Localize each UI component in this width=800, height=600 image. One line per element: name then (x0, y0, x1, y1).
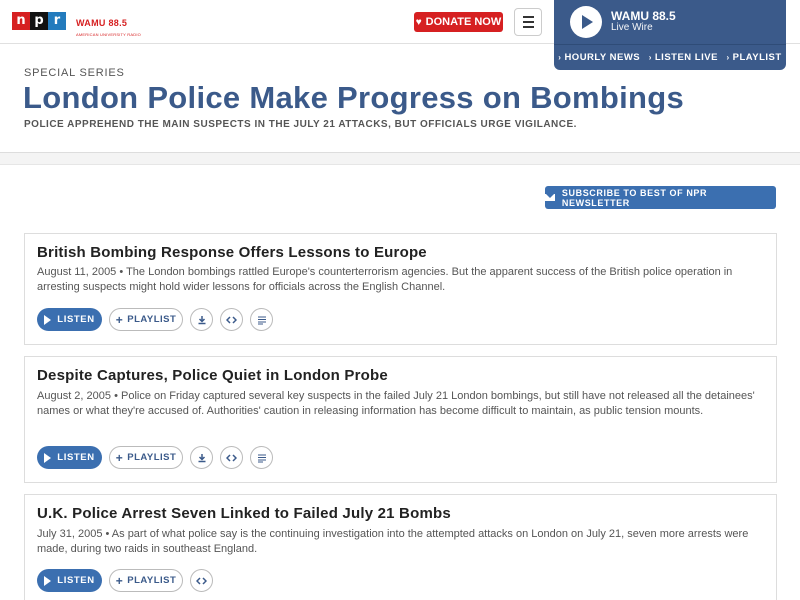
series-kicker[interactable]: SPECIAL SERIES (24, 67, 125, 79)
hourly-news-label: HOURLY NEWS (564, 52, 641, 63)
play-icon (44, 315, 51, 325)
plus-icon: + (115, 312, 124, 327)
npr-logo-p: p (30, 12, 48, 30)
transcript-icon (257, 315, 267, 325)
chevron-right-icon: › (558, 53, 562, 62)
embed-button[interactable] (220, 446, 243, 469)
play-icon (44, 453, 51, 463)
npr-logo-r: r (48, 12, 66, 30)
story-card (24, 233, 777, 345)
story-teaser: August 2, 2005 • Police on Friday captured several key suspects in the failed July 21 London bombings, but still have not released all the detainees' names or what they're accused of. Authorities' caution in releasing information has become difficult to maintain, as public tension mounts. (37, 390, 755, 417)
transcript-button[interactable] (250, 308, 273, 331)
page-subtitle: POLICE APPREHEND THE MAIN SUSPECTS IN THE JULY 21 ATTACKS, BUT OFFICIALS URGE VIGILANCE. (24, 119, 577, 130)
add-to-playlist-button[interactable] (109, 308, 183, 331)
heart-icon: ♥ (415, 16, 422, 28)
listen-label: LISTEN (57, 314, 95, 325)
station-logo-name: WAMU 88.5 (76, 18, 128, 28)
play-icon (44, 576, 51, 586)
story-card (24, 494, 777, 600)
playlist-link[interactable] (726, 52, 781, 63)
embed-icon (196, 576, 207, 586)
playlist-link-label: PLAYLIST (732, 52, 782, 63)
subscribe-newsletter-button[interactable] (545, 186, 776, 209)
player-status: Live Wire (611, 22, 653, 33)
listen-live-link[interactable] (649, 52, 718, 63)
menu-button[interactable] (514, 8, 542, 36)
embed-button[interactable] (190, 569, 213, 592)
play-icon[interactable] (570, 6, 602, 38)
playlist-label: PLAYLIST (127, 575, 177, 586)
section-divider (0, 152, 800, 165)
listen-live-label: LISTEN LIVE (654, 52, 718, 63)
listen-button[interactable] (37, 569, 102, 592)
story-teaser-text: The London bombings rattled Europe's counterterrorism agencies. But the apparent success of the British police operation in arresting suspects might hold wider lessons for officials across the English Channel. (37, 266, 733, 293)
download-button[interactable] (190, 308, 213, 331)
story-teaser: July 31, 2005 • As part of what police say is the continuing investigation into the attempted attacks on London on July 21, seven more arrests were made, during two raids in southeast England. (37, 528, 749, 555)
download-icon (197, 315, 207, 325)
story-title[interactable]: British Bombing Response Offers Lessons to Europe (37, 244, 427, 261)
playlist-label: PLAYLIST (127, 452, 177, 463)
add-to-playlist-button[interactable] (109, 446, 183, 469)
plus-icon: + (115, 450, 124, 465)
embed-icon (226, 315, 237, 325)
hamburger-icon-line (523, 26, 534, 28)
page-title: London Police Make Progress on Bombings (23, 80, 685, 115)
playlist-label: PLAYLIST (127, 314, 177, 325)
envelope-icon (545, 194, 555, 201)
listen-label: LISTEN (57, 452, 95, 463)
live-radio-player (554, 0, 786, 70)
story-date: July 31, 2005 (37, 528, 103, 540)
embed-icon (226, 453, 237, 463)
embed-button[interactable] (220, 308, 243, 331)
chevron-right-icon: › (648, 53, 652, 62)
story-date: August 2, 2005 (37, 390, 112, 402)
story-actions (37, 446, 273, 469)
story-actions (37, 308, 273, 331)
story-teaser: August 11, 2005 • The London bombings rattled Europe's counterterrorism agencies. But the apparent success of the British police operation in arresting suspects might hold wider lessons for officials across the English Channel. (37, 266, 733, 293)
player-links (554, 44, 786, 70)
story-teaser-text: As part of what police say is the continuing investigation into the attempted attacks on London on July 21, seven more arrests were made, during two raids in southeast England. (37, 528, 749, 555)
listen-button[interactable] (37, 308, 102, 331)
transcript-icon (257, 453, 267, 463)
plus-icon: + (115, 573, 124, 588)
hourly-news-link[interactable] (558, 52, 640, 63)
subscribe-label: SUBSCRIBE TO BEST OF NPR NEWSLETTER (561, 187, 708, 208)
story-actions (37, 569, 213, 592)
npr-logo-n: n (12, 12, 30, 30)
story-title[interactable]: Despite Captures, Police Quiet in London Probe (37, 367, 388, 384)
download-button[interactable] (190, 446, 213, 469)
hamburger-icon-line (523, 16, 534, 18)
hamburger-icon-line (523, 21, 534, 23)
story-title[interactable]: U.K. Police Arrest Seven Linked to Failed July 21 Bombs (37, 505, 451, 522)
story-teaser-text: Police on Friday captured several key suspects in the failed July 21 London bombings, but still have not released all the detainees' names or what they're accused of. Authorities' caution in releasing information has become difficult to maintain, as public tension mounts. (37, 390, 755, 417)
story-card (24, 356, 777, 483)
download-icon (197, 453, 207, 463)
chevron-right-icon: › (726, 53, 730, 62)
donate-label: DONATE NOW (425, 16, 502, 28)
listen-button[interactable] (37, 446, 102, 469)
add-to-playlist-button[interactable] (109, 569, 183, 592)
donate-button[interactable] (414, 12, 503, 32)
station-logo[interactable] (76, 13, 141, 37)
listen-label: LISTEN (57, 575, 95, 586)
transcript-button[interactable] (250, 446, 273, 469)
story-date: August 11, 2005 (37, 266, 117, 278)
npr-logo[interactable] (12, 12, 66, 30)
station-logo-tagline: AMERICAN UNIVERSITY RADIO (76, 32, 141, 37)
player-station: WAMU 88.5 (611, 9, 676, 23)
